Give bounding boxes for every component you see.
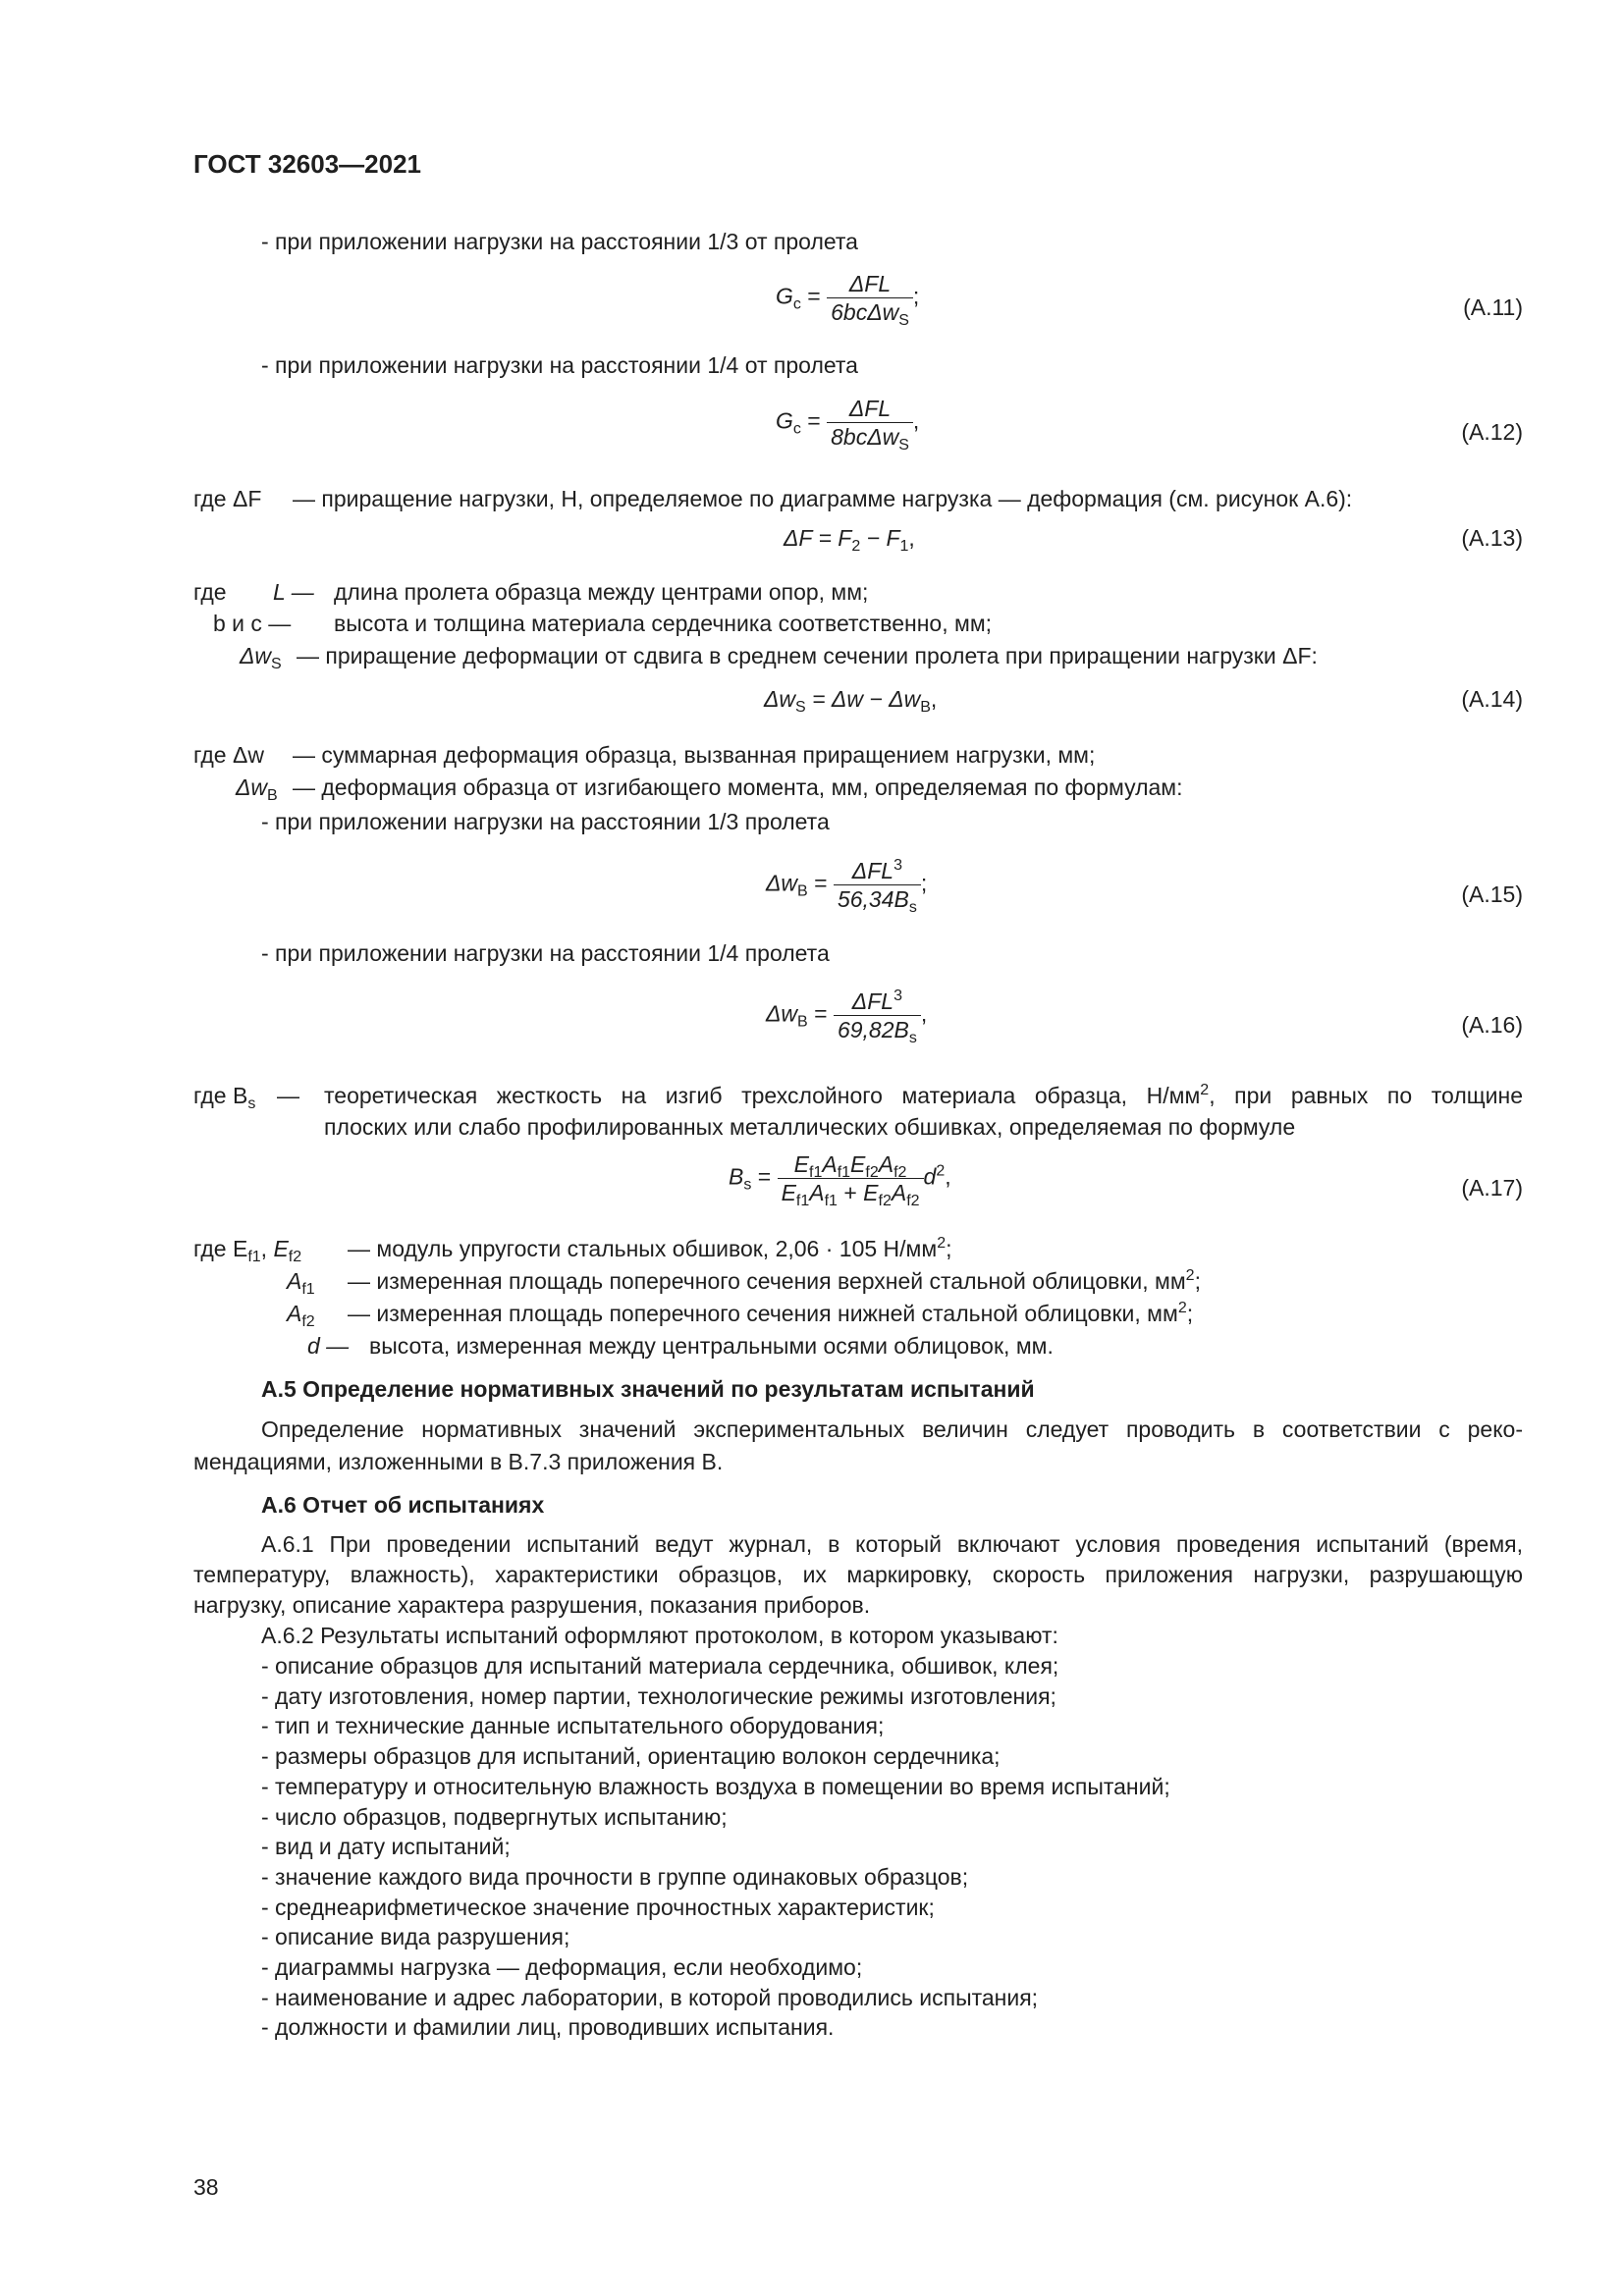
equation-number: (А.14) xyxy=(1461,686,1523,712)
term-symbol: b и с — xyxy=(213,611,292,636)
term-definition: — измеренная площадь поперечного сечения нижней стальной облицовки, $мм^2$; xyxy=(348,1300,1194,1326)
report-items-list xyxy=(261,1651,1170,2043)
equation-a14: $\Delta w_S = \Delta w - \Delta w_B$, xyxy=(764,686,938,716)
term-lead: где Δw xyxy=(193,742,264,768)
term-symbol: L — xyxy=(273,579,314,605)
list-item: - описание вида разрушения; xyxy=(261,1924,570,1950)
page-number: 38 xyxy=(193,2174,219,2200)
term-definition: высота, измеренная между центральными осями облицовок, мм. xyxy=(369,1333,1054,1359)
list-item: - диаграммы нагрузка — деформация, если необходимо; xyxy=(261,1954,863,1981)
term-symbol: $A_{f1}$ xyxy=(287,1268,315,1298)
equation-number: (А.12) xyxy=(1461,419,1523,445)
list-item: - число образцов, подвергнутых испытанию; xyxy=(261,1803,728,1830)
list-item: - температуру и относительную влажность воздуха в помещении во время испытаний; xyxy=(261,1773,1170,1799)
term-definition: — приращение деформации от сдвига в среднем сечении пролета при приращении нагрузки ΔF: xyxy=(297,643,1318,668)
term-definition: — модуль упругости стальных обшивок, 2,06 · 105 $Н/мм^2$; xyxy=(348,1235,952,1261)
equation-number: (А.16) xyxy=(1461,1012,1523,1038)
term-definition: высота и толщина материала сердечника соответственно, мм; xyxy=(334,611,993,636)
term-definition: теоретическая жесткость на изгиб трехслойного материала образца, $Н/мм^2$, при равных по толщине xyxy=(324,1082,1523,1108)
text-line: - при приложении нагрузки на расстоянии 1/4 пролета xyxy=(261,940,830,966)
term-lead: где $E_{f1}$, $E_{f2}$ xyxy=(193,1236,302,1265)
equation-number: (А.17) xyxy=(1461,1175,1523,1201)
text-line: - при приложении нагрузки на расстоянии 1/3 от пролета xyxy=(261,229,858,254)
term-definition: — измеренная площадь поперечного сечения верхней стальной облицовки, $мм^2$; xyxy=(348,1267,1201,1294)
paragraph-line: нагрузку, описание характера разрушения, показания приборов. xyxy=(193,1592,871,1618)
equation-a11: $G_c$ = $\frac{\text{ΔFL}}{6bc\Delta w_S}$ ; xyxy=(776,271,920,329)
list-item: - размеры образцов для испытаний, ориентацию волокон сердечника; xyxy=(261,1743,1001,1770)
equation-number: (А.15) xyxy=(1461,881,1523,907)
term-lead: где ΔF xyxy=(193,486,262,511)
list-item: - значение каждого вида прочности в группе одинаковых образцов; xyxy=(261,1863,969,1890)
term-definition: — суммарная деформация образца, вызванная приращением нагрузки, мм; xyxy=(293,742,1096,768)
paragraph-line: Определение нормативных значений экспериментальных величин следует проводить в соответствии с реко- xyxy=(261,1416,1523,1442)
equation-a16: $\Delta w_B$ = $\frac{\Delta FL^3}{69,82B_s}$ , xyxy=(766,988,928,1046)
term-symbol: d — xyxy=(307,1333,350,1359)
paragraph-line: А.6.1 При проведении испытаний ведут журнал, в который включают условия проведения испытаний (время, xyxy=(261,1531,1523,1557)
list-item: - наименование и адрес лаборатории, в которой проводились испытания; xyxy=(261,1984,1039,2010)
paragraph-line: температуру, влажность), характеристики образцов, их маркировку, скорость приложения нагрузки, разрушающую xyxy=(193,1562,1523,1587)
paragraph-line: мендациями, изложенными в В.7.3 приложения В. xyxy=(193,1449,724,1474)
list-item: - должности и фамилии лиц, проводивших испытания. xyxy=(261,2014,835,2041)
list-item: - тип и технические данные испытательного оборудования; xyxy=(261,1713,885,1739)
section-heading: А.5 Определение нормативных значений по результатам испытаний xyxy=(261,1376,1035,1402)
term-definition: — деформация образца от изгибающего момента, мм, определяемая по формулам: xyxy=(293,774,1183,800)
equation-a13: $\Delta F = F_2 - F_1$, xyxy=(784,525,915,555)
term-symbol: $A_{f2}$ xyxy=(287,1301,315,1330)
section-heading: А.6 Отчет об испытаниях xyxy=(261,1492,545,1518)
document-header: ГОСТ 32603—2021 xyxy=(193,149,421,179)
paragraph-line: А.6.2 Результаты испытаний оформляют протоколом, в котором указывают: xyxy=(261,1623,1058,1648)
term-dash: — xyxy=(277,1083,299,1108)
term-definition-cont: плоских или слабо профилированных металлических обшивках, определяемая по формуле xyxy=(324,1114,1296,1140)
equation-a15: $\Delta w_B$ = $\frac{\Delta FL^3}{56,34B_s}$ ; xyxy=(766,857,928,916)
equation-number: (А.11) xyxy=(1463,294,1523,320)
list-item: - описание образцов для испытаний материала сердечника, обшивок, клея; xyxy=(261,1653,1059,1679)
term-definition: длина пролета образца между центрами опор, мм; xyxy=(334,579,869,605)
text-line: - при приложении нагрузки на расстоянии 1/3 пролета xyxy=(261,809,830,834)
equation-a12: $G_c$ = $\frac{\text{ΔFL}}{8bc\Delta w_S}$ , xyxy=(776,396,920,454)
term-lead: где xyxy=(193,579,227,605)
term-definition: — приращение нагрузки, Н, определяемое по диаграмме нагрузка — деформация (см. рисунок А.6): xyxy=(293,486,1353,511)
term-lead: где $B_s$ xyxy=(193,1083,256,1112)
term-symbol: $\Delta w_B$ xyxy=(236,774,278,804)
list-item: - вид и дату испытаний; xyxy=(261,1834,511,1860)
equation-a17: $B_s$ = $\frac{E_{f1}A_{f1}E_{f2}A_{f2}}{E_{f1}A_{f1} + E_{f2}A_{f2}}$ $d^2$, xyxy=(729,1151,951,1209)
list-item: - дату изготовления, номер партии, технологические режимы изготовления; xyxy=(261,1682,1056,1709)
term-symbol: $\Delta w_S$ xyxy=(240,643,282,672)
list-item: - среднеарифметическое значение прочностных характеристик; xyxy=(261,1894,935,1920)
equation-number: (А.13) xyxy=(1461,525,1523,551)
text-line: - при приложении нагрузки на расстоянии 1/4 от пролета xyxy=(261,352,858,378)
